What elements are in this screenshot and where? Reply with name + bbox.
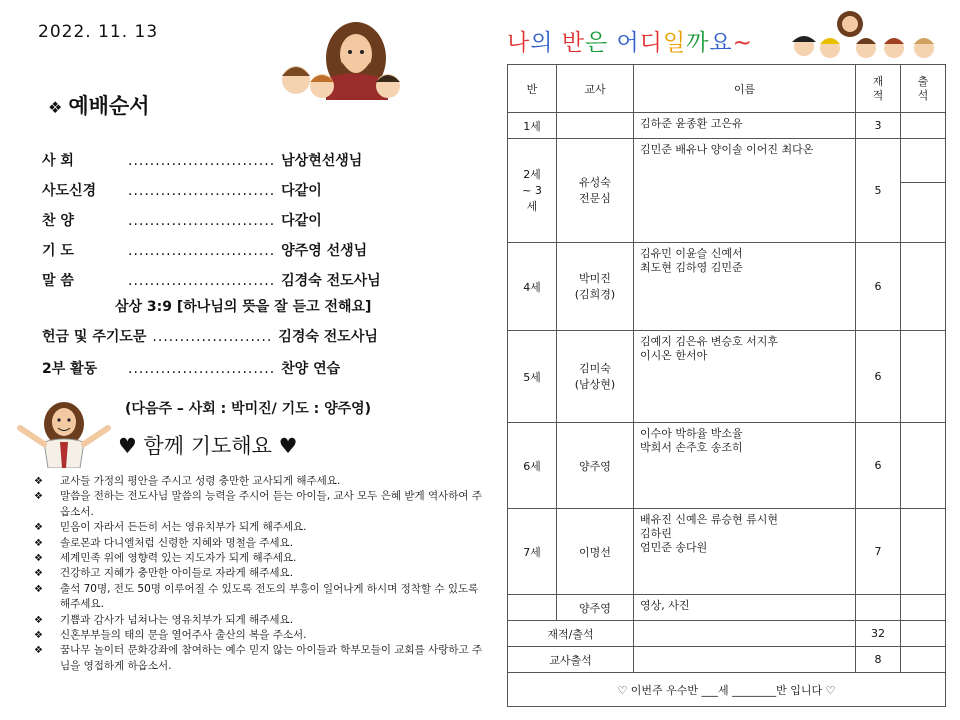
diamond-bullet-icon: ❖: [34, 537, 43, 549]
order-row-host: 사 회 ........................... 남상현선생님: [42, 153, 363, 169]
header-attend: 출석: [901, 65, 946, 113]
jesus-children-illustration: [270, 18, 410, 100]
list-item: ❖ 믿음이 자라서 든든히 서는 영유치부가 되게 해주세요.: [34, 520, 489, 535]
worship-order-title: ❖ 예배순서: [48, 94, 150, 118]
list-item: ❖ 교사들 가정의 평안을 주시고 성령 충만한 교사되게 해주세요.: [34, 474, 489, 489]
diamond-bullet-icon: ❖: [34, 568, 43, 580]
table-row: 1세 김하준 윤종환 고은유 3: [508, 113, 946, 139]
total-row: 재적/출석 32: [508, 621, 946, 647]
order-row-praise: 찬 양 ........................... 다같이: [42, 213, 322, 229]
table-row: 7세 이명선 배유진 신예은 류승현 류시현 김하린 엄민준 송다원 7: [508, 509, 946, 595]
table-row: 2세 ~ 3세 유성숙 전문심 김민준 배유나 양이솔 이어진 최다온 5: [508, 139, 946, 183]
sermon-scripture: 삼상 3:9 [하나님의 뜻을 잘 듣고 전해요]: [115, 299, 372, 315]
table-header-row: [508, 65, 946, 113]
order-row-creed: 사도신경 ........................... 다같이: [42, 183, 322, 199]
list-item: ❖ 세계민족 위에 영향력 있는 지도자가 되게 해주세요.: [34, 551, 489, 566]
title-char: [553, 30, 560, 56]
class-table: [507, 64, 946, 707]
diamond-bullet-icon: ❖: [34, 491, 43, 503]
table-row: 4세 박미진 (김희경) 김유민 이윤슬 신예서 최도현 김하영 김민준 6: [508, 243, 946, 331]
header-names: 이름: [634, 65, 856, 113]
list-item: ❖ 말씀을 전하는 전도사님 말씀의 능력을 주시어 듣는 아이들, 교사 모두 은혜 받게 역사하여 주옵소서.: [34, 489, 489, 520]
order-row-sermon: 말 씀 ........................... 김경숙 전도사님: [42, 273, 381, 289]
diamond-bullet-icon: ❖: [34, 522, 43, 534]
jesus-cartoon-illustration: [14, 398, 114, 468]
header-teacher: 교사: [557, 65, 634, 113]
title-char: ~: [732, 30, 752, 56]
list-item: ❖ 기쁨과 감사가 넘쳐나는 영유치부가 되게 해주세요.: [34, 613, 489, 628]
bulletin-date: 2022. 11. 13: [38, 22, 159, 42]
list-item: ❖ 신혼부부들의 태의 문을 열어주사 출산의 복을 주소서.: [34, 628, 489, 643]
list-item: ❖ 솔로몬과 다니엘처럼 신령한 지혜와 명철을 주세요.: [34, 536, 489, 551]
title-char: 까: [686, 30, 709, 56]
order-row-offering: 헌금 및 주기도문 ...................... 김경숙 전도사님: [42, 329, 378, 345]
list-item: ❖ 건강하고 지혜가 충만한 아이들로 자라게 해주세요.: [34, 566, 489, 581]
title-char: [608, 30, 615, 56]
title-char: 요: [709, 30, 732, 56]
title-char: 의: [530, 30, 553, 56]
children-group-illustration: [784, 6, 948, 62]
diamond-bullet-icon: ❖: [34, 614, 43, 626]
title-char: 나: [507, 30, 530, 56]
table-row: 5세 김미숙 (남상현) 김예지 김은유 변승호 서지후 이시온 한서아 6: [508, 331, 946, 423]
table-row: 양주영 영상, 사진: [508, 595, 946, 621]
order-row-prayer: 기 도 ........................... 양주영 선생님: [42, 243, 368, 259]
diamond-bullet-icon: ❖: [48, 98, 63, 117]
order-row-activity: 2부 활동 ........................... 찬양 연습: [42, 361, 341, 377]
teacher-attendance-row: 교사출석 8: [508, 647, 946, 673]
list-item: ❖ 꿈나무 놀이터 문화강좌에 참여하는 예수 믿지 않는 아이들과 학부모들이 교회를 사랑하고 주님을 영접하게 하옵소서.: [34, 643, 489, 674]
prayer-list: [34, 474, 489, 674]
next-week-notice: (다음주 – 사회 : 박미진/ 기도 : 양주영): [125, 401, 372, 417]
diamond-bullet-icon: ❖: [34, 630, 43, 642]
best-class-row: ♡ 이번주 우수반 ___세 ________반 입니다 ♡: [508, 673, 946, 707]
title-char: 디: [639, 30, 662, 56]
diamond-bullet-icon: ❖: [34, 476, 43, 487]
diamond-bullet-icon: ❖: [34, 583, 43, 595]
table-row: 6세 양주영 이수아 박하율 박소율 박희서 손주호 송조히 6: [508, 423, 946, 509]
title-char: 은: [584, 30, 608, 56]
class-table-title: [507, 24, 753, 57]
diamond-bullet-icon: ❖: [34, 645, 43, 657]
diamond-bullet-icon: ❖: [34, 553, 43, 565]
title-char: 일: [662, 30, 686, 56]
list-item: ❖ 출석 70명, 전도 50명 이루어질 수 있도록 전도의 부흥이 일어나게 하시며 정착할 수 있도록 해주세요.: [34, 582, 489, 613]
title-char: 어: [616, 30, 639, 56]
header-enrolled: 재적: [856, 65, 901, 113]
prayer-title: ♥ 함께 기도해요 ♥: [118, 434, 298, 458]
header-ban: 반: [508, 65, 557, 113]
title-char: 반: [561, 30, 584, 56]
